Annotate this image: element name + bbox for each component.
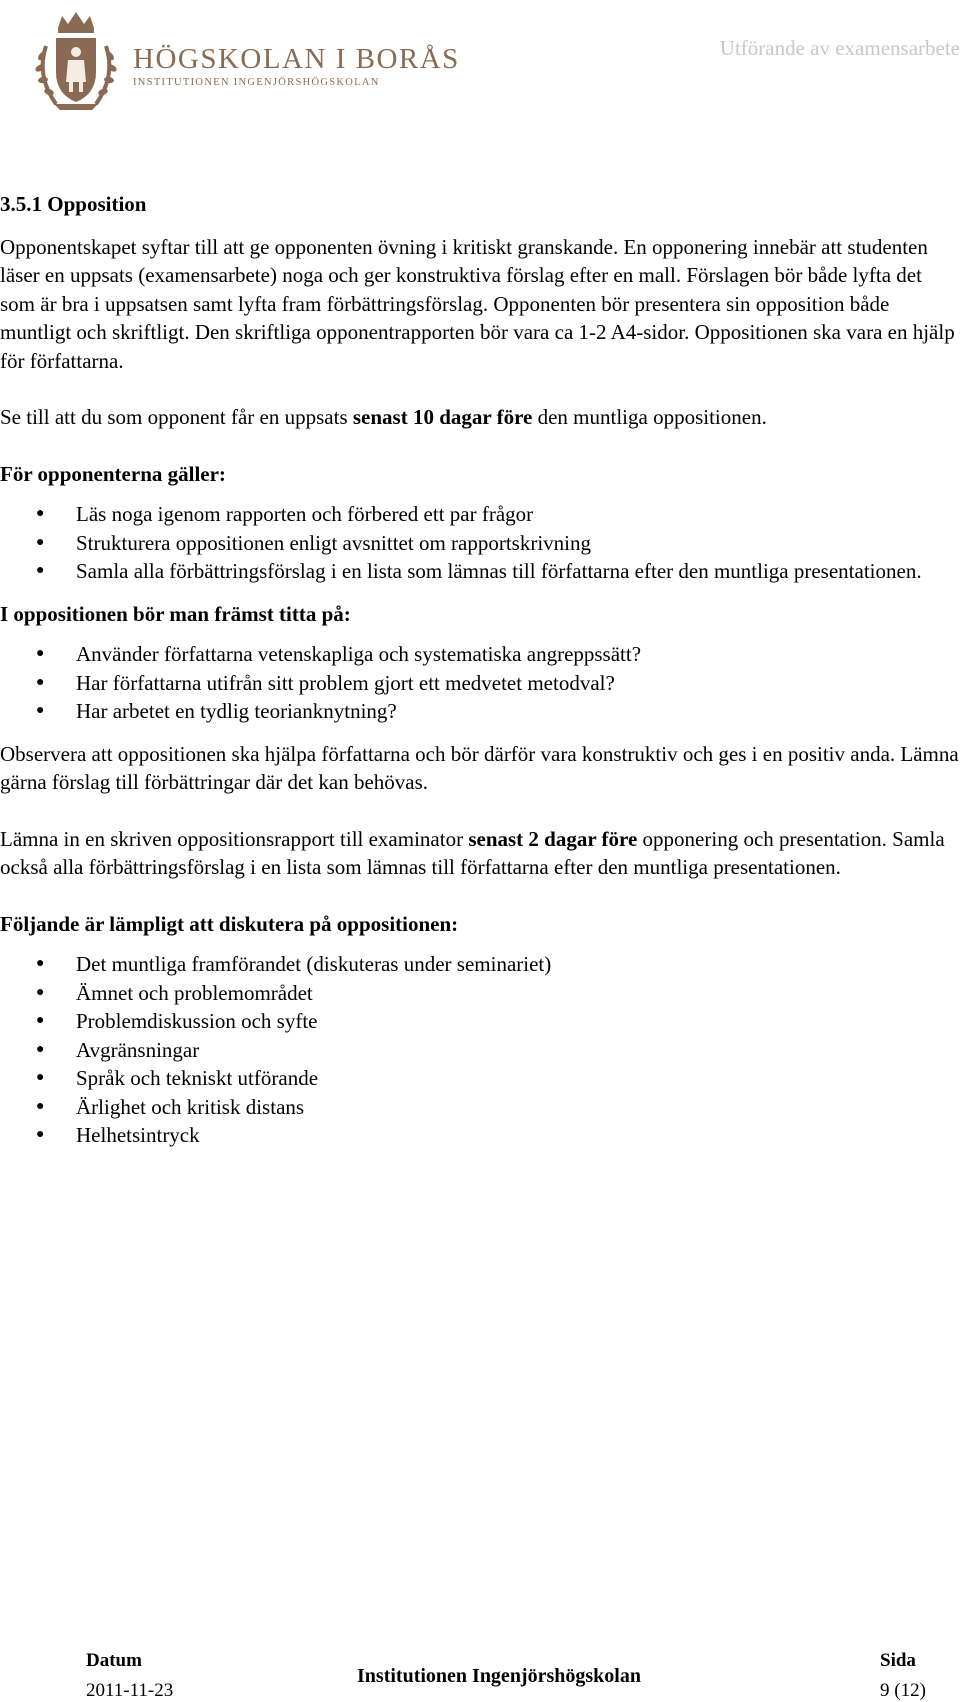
submit-text-post: opponering och presentation. Samla också alla förbättringsförslag i en lista som lämnas till författarna efter den muntliga presentationen. <box>0 826 945 879</box>
observe-paragraph: Observera att oppositionen ska hjälpa författarna och bör därför vara konstruktiv och ges i en positiv anda. Lämna gärna förslag till förbättringar där det kan behövas. <box>0 741 959 794</box>
list-item-text: Avgränsningar <box>76 1037 200 1062</box>
logo-subtitle: INSTITUTIONEN INGENJÖRSHÖGSKOLAN <box>133 77 380 88</box>
bullet-icon: ● <box>36 1098 45 1114</box>
opponents-heading: För opponenterna gäller: <box>0 461 226 486</box>
list-item <box>36 529 960 558</box>
list-item-text: Språk och tekniskt utförande <box>76 1066 319 1090</box>
focus-heading: I oppositionen bör man främst titta på: <box>0 601 351 626</box>
list-item <box>36 1093 960 1122</box>
list-item <box>36 1007 960 1036</box>
opponents-list <box>0 500 960 586</box>
intro-paragraph: Opponentskapet syftar till att ge opponenten övning i kritiskt granskande. En opponering innebär att studenten läser en uppsats (examensarbete) noga och ger konstruktiva förslag efter en mall. Förslagen bör både lyfta det som är bra i uppsatsen samt lyfta fram förbättringsförslag. Opponenten bör presentera sin opposition både muntligt och skriftligt. Den skriftliga opponentrapporten bör vara ca 1-2 A4-sidor. Oppositionen ska vara en hjälp för författarna. <box>0 234 955 373</box>
footer-institution: Institutionen Ingenjörshögskolan <box>357 1665 641 1687</box>
footer-date-value: 2011-11-23 <box>86 1680 174 1701</box>
logo-name: HÖGSKOLAN I BORÅS <box>133 43 460 75</box>
list-item-text: Samla alla förbättringsförslag i en lista som lämnas till författarna efter den muntliga presentationen. <box>76 559 922 583</box>
list-item-text: Har arbetet en tydlig teorianknytning? <box>76 699 397 723</box>
submit-text-pre: Lämna in en skriven oppositionsrapport till examinator <box>0 826 469 851</box>
logo-text <box>133 44 460 88</box>
list-item <box>36 979 960 1008</box>
list-item-text: Helhetsintryck <box>76 1123 200 1147</box>
list-item-text: Ämnet och problemområdet <box>76 980 313 1005</box>
discuss-heading: Följande är lämpligt att diskutera på oppositionen: <box>0 911 459 936</box>
document-title: Utförande av examensarbete <box>719 36 960 60</box>
list-item <box>36 1064 960 1093</box>
bullet-icon: ● <box>36 703 45 718</box>
deadline-emphasis: senast 10 dagar före <box>352 405 533 429</box>
bullet-icon: ● <box>36 956 45 971</box>
list-item-text: Läs noga igenom rapporten och förbered ett par frågor <box>76 502 534 526</box>
footer-page-number: 9 (12) <box>880 1680 926 1701</box>
bullet-icon: ● <box>36 646 45 661</box>
list-item-text: Strukturera oppositionen enligt avsnittet om rapportskrivning <box>76 530 592 555</box>
page-content <box>0 190 960 1164</box>
bullet-icon: ● <box>36 1041 45 1057</box>
bullet-icon: ● <box>36 534 45 550</box>
list-item <box>36 557 960 586</box>
submit-paragraph <box>0 825 960 882</box>
list-item-text: Har författarna utifrån sitt problem gjort ett medvetet metodval? <box>76 670 615 695</box>
list-item <box>36 1036 960 1065</box>
list-item <box>36 500 960 529</box>
list-item <box>36 1121 960 1150</box>
deadline-text-post: den muntliga oppositionen. <box>532 405 767 429</box>
list-item <box>36 697 960 726</box>
footer-page-label: Sida <box>880 1650 916 1671</box>
footer-date-label: Datum <box>86 1650 142 1671</box>
list-item <box>36 640 960 669</box>
page-header <box>0 0 960 130</box>
list-item-text: Det muntliga framförandet (diskuteras under seminariet) <box>76 952 552 976</box>
discuss-list <box>0 950 960 1150</box>
focus-list <box>0 640 960 726</box>
deadline-text-pre: Se till att du som opponent får en uppsats <box>0 405 353 429</box>
submit-emphasis: senast 2 dagar före <box>468 826 638 851</box>
list-item <box>36 950 960 979</box>
university-crest-logo <box>26 6 126 116</box>
bullet-icon: ● <box>36 1070 45 1085</box>
section-heading: 3.5.1 Opposition <box>0 192 147 216</box>
bullet-icon: ● <box>36 674 45 690</box>
bullet-icon: ● <box>36 984 45 1000</box>
bullet-icon: ● <box>36 506 45 521</box>
deadline-paragraph <box>0 403 960 432</box>
page-footer <box>0 1640 960 1700</box>
list-item-text: Använder författarna vetenskapliga och systematiska angreppssätt? <box>76 642 642 666</box>
list-item-text: Problemdiskussion och syfte <box>76 1009 318 1033</box>
bullet-icon: ● <box>36 1127 45 1142</box>
list-item <box>36 669 960 698</box>
bullet-icon: ● <box>36 1013 45 1028</box>
bullet-icon: ● <box>36 563 45 578</box>
list-item-text: Ärlighet och kritisk distans <box>76 1094 305 1119</box>
